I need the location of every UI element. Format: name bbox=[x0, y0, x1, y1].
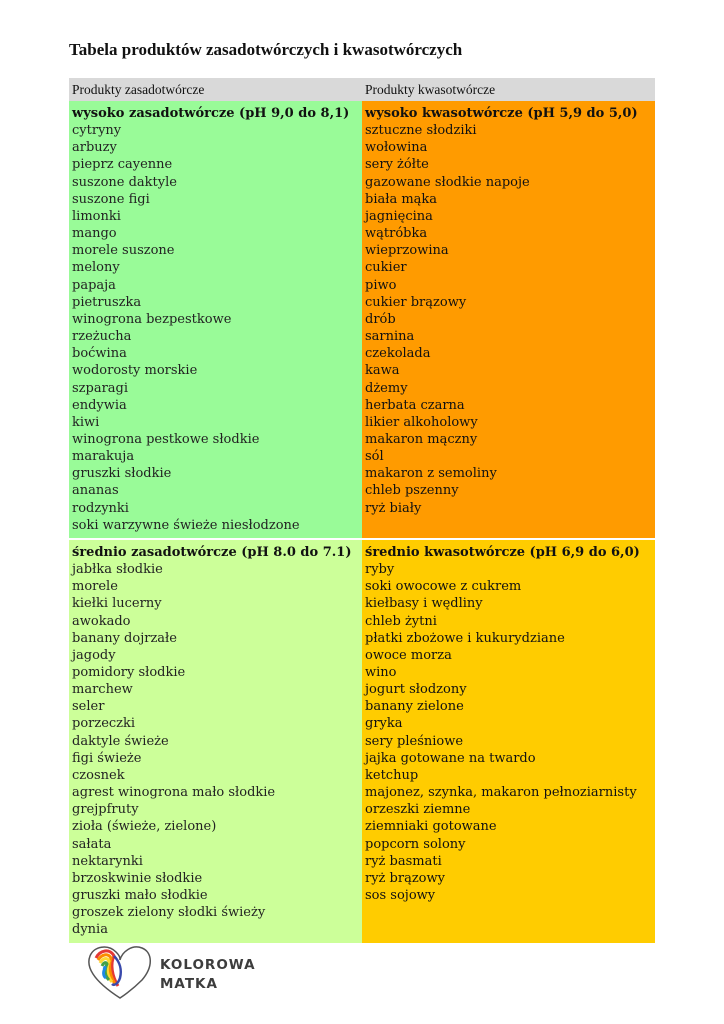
list-item: grejpfruty bbox=[72, 802, 139, 818]
list-item: ziemniaki gotowane bbox=[365, 819, 497, 835]
list-item: winogrona pestkowe słodkie bbox=[72, 431, 260, 447]
list-item: jajka gotowane na twardo bbox=[365, 750, 536, 766]
list-item: soki warzywne świeże niesłodzone bbox=[72, 517, 300, 533]
list-item: gruszki słodkie bbox=[72, 466, 172, 482]
food-ph-table bbox=[69, 78, 655, 943]
list-item: płatki zbożowe i kukurydziane bbox=[365, 630, 565, 646]
list-item: gazowane słodkie napoje bbox=[365, 174, 530, 190]
list-item: ananas bbox=[72, 483, 119, 499]
list-item: suszone figi bbox=[72, 191, 150, 207]
list-item: wodorosty morskie bbox=[72, 363, 198, 379]
list-item: morele suszone bbox=[72, 243, 175, 259]
list-item: nektarynki bbox=[72, 853, 143, 869]
kolorowa-matka-logo bbox=[84, 940, 264, 1004]
list-item: czosnek bbox=[72, 767, 125, 783]
list-item: banany zielone bbox=[365, 699, 464, 715]
list-item: owoce morza bbox=[365, 647, 452, 663]
list-item: pieprz cayenne bbox=[72, 157, 173, 173]
list-item: makaron mączny bbox=[365, 431, 478, 447]
list-item: brzoskwinie słodkie bbox=[72, 870, 203, 886]
list-item: sól bbox=[365, 449, 384, 465]
list-item: czekolada bbox=[365, 346, 431, 362]
list-item: porzeczki bbox=[72, 716, 136, 732]
list-item: ryż basmati bbox=[365, 853, 442, 869]
list-item: banany dojrzałe bbox=[72, 630, 177, 646]
list-item: arbuzy bbox=[72, 140, 117, 156]
cell-high-alkaline bbox=[69, 101, 362, 538]
list-item: ryż brązowy bbox=[365, 870, 445, 886]
list-item: gryka bbox=[365, 716, 403, 732]
list-item: boćwina bbox=[72, 346, 127, 362]
list-item: kawa bbox=[365, 363, 400, 379]
list-item: wołowina bbox=[365, 140, 428, 156]
list-item: morele bbox=[72, 579, 118, 595]
list-item: ryby bbox=[365, 562, 395, 578]
list-item: papaja bbox=[72, 277, 116, 293]
table-row-high bbox=[69, 101, 655, 538]
list-item: agrest winogrona mało słodkie bbox=[72, 785, 276, 801]
list-item: dynia bbox=[72, 922, 108, 938]
list-item: drób bbox=[365, 311, 396, 327]
list-item: ketchup bbox=[365, 767, 419, 783]
list-item: likier alkoholowy bbox=[365, 414, 478, 430]
table-row-medium bbox=[69, 540, 655, 943]
list-item: rodzynki bbox=[72, 500, 129, 516]
list-item: orzeszki ziemne bbox=[365, 802, 471, 818]
list-item: wieprzowina bbox=[365, 243, 449, 259]
list-item: soki owocowe z cukrem bbox=[365, 579, 522, 595]
list-item: marchew bbox=[72, 682, 133, 698]
list-item: szparagi bbox=[72, 380, 129, 396]
list-item: awokado bbox=[72, 613, 131, 629]
logo-text bbox=[160, 956, 256, 994]
list-item: piwo bbox=[365, 277, 397, 293]
list-item: chleb pszenny bbox=[365, 483, 459, 499]
cell-medium-alkaline bbox=[69, 540, 362, 943]
list-item: sery żółte bbox=[365, 157, 429, 173]
header-alkaline: Produkty zasadotwórcze bbox=[72, 82, 205, 97]
list-item: cukier brązowy bbox=[365, 294, 467, 310]
list-item: endywia bbox=[72, 397, 127, 413]
list-item: groszek zielony słodki świeży bbox=[72, 905, 266, 921]
list-item: cukier bbox=[365, 260, 407, 276]
heart-with-rainbow-hair-icon bbox=[84, 989, 156, 1008]
cell-high-acidic bbox=[362, 101, 655, 538]
list-item: limonki bbox=[72, 208, 121, 224]
list-item: chleb żytni bbox=[365, 613, 437, 629]
list-item: daktyle świeże bbox=[72, 733, 169, 749]
list-item: jagody bbox=[72, 647, 116, 663]
section-heading: wysoko zasadotwórcze (pH 9,0 do 8,1) bbox=[72, 106, 350, 121]
header-acidic: Produkty kwasotwórcze bbox=[365, 82, 496, 97]
list-item: kiełki lucerny bbox=[72, 596, 162, 612]
list-item: pietruszka bbox=[72, 294, 142, 310]
list-item: suszone daktyle bbox=[72, 174, 177, 190]
logo-line-2: MATKA bbox=[160, 976, 218, 992]
list-item: rzeżucha bbox=[72, 329, 132, 345]
section-heading: średnio zasadotwórcze (pH 8.0 do 7.1) bbox=[72, 544, 352, 560]
list-item: jogurt słodzony bbox=[365, 682, 467, 698]
list-item: seler bbox=[72, 699, 105, 715]
list-item: sos sojowy bbox=[365, 888, 436, 904]
page-title: Tabela produktów zasadotwórczych i kwasotwórczych bbox=[69, 40, 463, 59]
list-item: figi świeże bbox=[72, 750, 142, 766]
list-item: majonez, szynka, makaron pełnoziarnisty bbox=[365, 785, 637, 801]
logo-line-1: KOLOROWA bbox=[160, 957, 256, 973]
list-item: sztuczne słodziki bbox=[365, 123, 477, 139]
list-item: herbata czarna bbox=[365, 397, 465, 413]
list-item: makaron z semoliny bbox=[365, 466, 497, 482]
list-item: cytryny bbox=[72, 123, 122, 139]
section-heading: średnio kwasotwórcze (pH 6,9 do 6,0) bbox=[365, 544, 640, 560]
list-item: winogrona bezpestkowe bbox=[72, 311, 232, 327]
list-item: wino bbox=[365, 665, 397, 680]
list-item: sałata bbox=[72, 836, 112, 852]
list-item: marakuja bbox=[72, 449, 135, 465]
list-item: gruszki mało słodkie bbox=[72, 888, 208, 904]
list-item: kiwi bbox=[72, 414, 100, 430]
list-item: melony bbox=[72, 260, 120, 276]
table-header-row bbox=[69, 78, 655, 101]
list-item: biała mąka bbox=[365, 191, 438, 207]
list-item: jabłka słodkie bbox=[72, 562, 163, 578]
section-heading: wysoko kwasotwórcze (pH 5,9 do 5,0) bbox=[365, 106, 638, 121]
cell-medium-acidic bbox=[362, 540, 655, 943]
list-item: zioła (świeże, zielone) bbox=[72, 819, 217, 835]
list-item: sery pleśniowe bbox=[365, 733, 464, 749]
list-item: mango bbox=[72, 226, 117, 242]
list-item: dżemy bbox=[365, 380, 408, 396]
list-item: popcorn solony bbox=[365, 836, 466, 852]
list-item: ryż biały bbox=[365, 500, 422, 516]
list-item: wątróbka bbox=[365, 226, 428, 242]
list-item: pomidory słodkie bbox=[72, 665, 186, 680]
list-item: kiełbasy i wędliny bbox=[365, 596, 483, 612]
list-item: sarnina bbox=[365, 329, 415, 345]
list-item: jagnięcina bbox=[365, 208, 433, 224]
